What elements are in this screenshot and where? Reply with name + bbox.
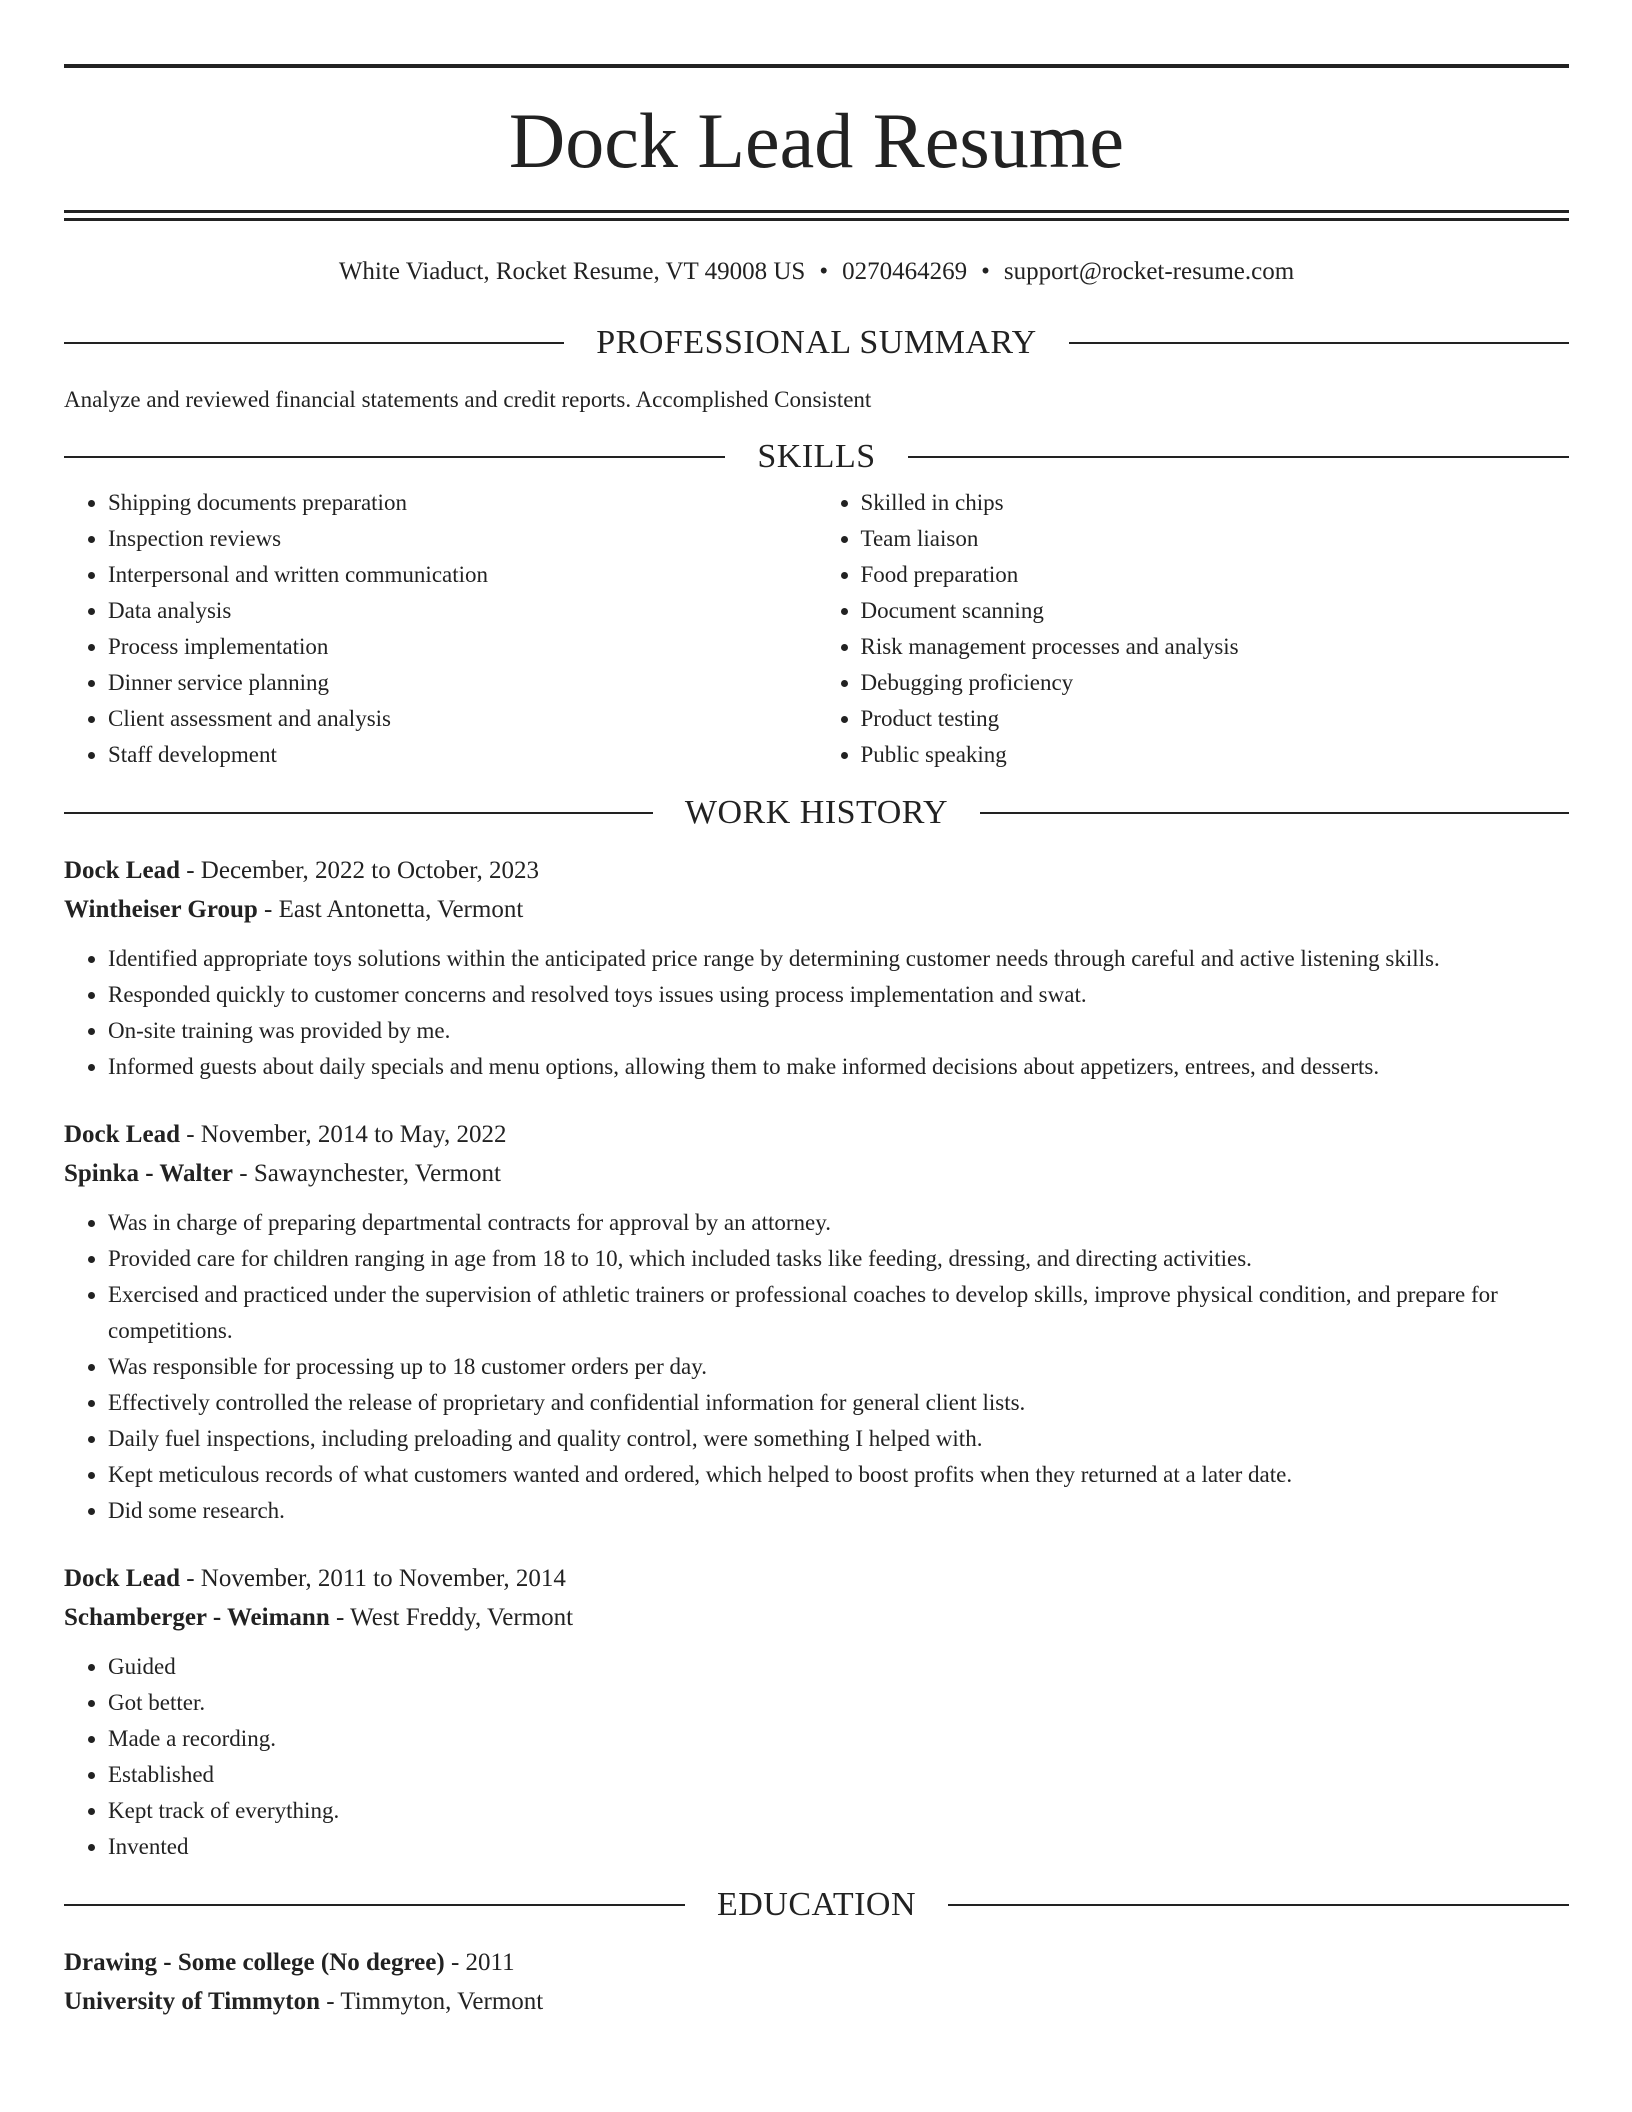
section-heading-skills — [64, 437, 1569, 477]
job-bullet: • Provided care for children ranging in age from 18 to 10, which included tasks like feeding, dressing, and directing activities. — [108, 1241, 1569, 1277]
skill-item: • Food preparation — [861, 557, 1570, 593]
job-title: Dock Lead — [64, 1565, 180, 1592]
resume-page — [64, 64, 1569, 2021]
skill-item: • Team liaison — [861, 521, 1570, 557]
job-bullet: • Made a recording. — [108, 1721, 1569, 1757]
job-bullet: • Was in charge of preparing departmental contracts for approval by an attorney. — [108, 1205, 1569, 1241]
summary-text: Analyze and reviewed financial statements and credit reports. Accomplished Consistent — [64, 387, 872, 412]
education-location: - Timmyton, Vermont — [326, 1988, 544, 2015]
job-bullets — [64, 1649, 1569, 1865]
job-entry — [64, 1115, 1569, 1529]
skill-item: • Client assessment and analysis — [108, 701, 817, 737]
job-bullet: • Identified appropriate toys solutions within the anticipated price range by determining customer needs through careful and active listening skills. — [108, 941, 1569, 977]
education-degree: Drawing - Some college (No degree) — [64, 1949, 445, 1976]
job-location: - East Antonetta, Vermont — [264, 896, 524, 923]
job-company-line — [64, 890, 1569, 929]
job-bullet: • Was responsible for processing up to 18 customer orders per day. — [108, 1349, 1569, 1385]
contact-address: White Viaduct, Rocket Resume, VT 49008 US — [338, 258, 806, 285]
skill-item: • Process implementation — [108, 629, 817, 665]
skills-column-right — [817, 485, 1570, 773]
skill-item: • Inspection reviews — [108, 521, 817, 557]
job-title: Dock Lead — [64, 857, 180, 884]
job-title-line — [64, 1115, 1569, 1154]
job-company: Wintheiser Group — [64, 896, 258, 923]
heading-rule — [1069, 342, 1569, 344]
education-school-line — [64, 1982, 1569, 2021]
job-bullets — [64, 1205, 1569, 1529]
job-bullet: • Exercised and practiced under the supervision of athletic trainers or professional coaches to develop skills, improve physical condition, and prepare for competitions. — [108, 1277, 1569, 1349]
job-bullet: • Responded quickly to customer concerns and resolved toys issues using process implementation and swat. — [108, 977, 1569, 1013]
job-title: Dock Lead — [64, 1121, 180, 1148]
job-location: - West Freddy, Vermont — [336, 1604, 574, 1631]
skills-list — [64, 485, 1569, 773]
job-bullet: • Established — [108, 1757, 1569, 1793]
job-bullet: • Effectively controlled the release of proprietary and confidential information for general client lists. — [108, 1385, 1569, 1421]
heading-rule — [64, 342, 564, 344]
heading-rule — [64, 1904, 685, 1906]
heading-rule — [64, 812, 653, 814]
skill-item: • Product testing — [861, 701, 1570, 737]
heading-rule — [980, 812, 1569, 814]
education-degree-line — [64, 1943, 1569, 1982]
job-bullet: • Kept meticulous records of what customers wanted and ordered, which helped to boost profits when they returned at a later date. — [108, 1457, 1569, 1493]
job-title-line — [64, 1559, 1569, 1598]
title-double-rule — [64, 210, 1569, 221]
job-bullet: • On-site training was provided by me. — [108, 1013, 1569, 1049]
skill-item: • Shipping documents preparation — [108, 485, 817, 521]
job-title-line — [64, 851, 1569, 890]
heading-rule — [64, 456, 725, 458]
skill-item: • Interpersonal and written communication — [108, 557, 817, 593]
skill-item: • Document scanning — [861, 593, 1570, 629]
job-dates: - December, 2022 to October, 2023 — [186, 857, 539, 884]
job-entry — [64, 1559, 1569, 1865]
skill-item: • Debugging proficiency — [861, 665, 1570, 701]
education-year: - 2011 — [450, 1949, 515, 1976]
job-company-line — [64, 1598, 1569, 1637]
contact-email[interactable]: support@rocket-resume.com — [1003, 258, 1295, 285]
contact-phone: 0270464269 — [842, 258, 968, 285]
job-bullet: • Daily fuel inspections, including preloading and quality control, were something I helped with. — [108, 1421, 1569, 1457]
section-heading-work — [64, 793, 1569, 833]
section-title: PROFESSIONAL SUMMARY — [596, 324, 1037, 361]
job-bullet: • Guided — [108, 1649, 1569, 1685]
contact-separator: • — [981, 258, 990, 285]
job-bullet: • Kept track of everything. — [108, 1793, 1569, 1829]
education-school: University of Timmyton — [64, 1988, 321, 2015]
job-company: Spinka - Walter — [64, 1160, 234, 1187]
job-bullets — [64, 941, 1569, 1085]
heading-rule — [948, 1904, 1569, 1906]
contact-line — [64, 257, 1569, 287]
skill-item: • Data analysis — [108, 593, 817, 629]
skill-item: • Skilled in chips — [861, 485, 1570, 521]
education-entry — [64, 1943, 1569, 2021]
resume-title: Dock Lead Resume — [508, 97, 1125, 184]
skill-item: • Public speaking — [861, 737, 1570, 773]
skill-item: • Risk management processes and analysis — [861, 629, 1570, 665]
job-bullet: • Invented — [108, 1829, 1569, 1865]
section-title: EDUCATION — [716, 1886, 917, 1923]
section-heading-education — [64, 1885, 1569, 1925]
section-heading-summary — [64, 323, 1569, 363]
job-bullet: • Got better. — [108, 1685, 1569, 1721]
job-bullet: • Did some research. — [108, 1493, 1569, 1529]
job-bullet: • Informed guests about daily specials and menu options, allowing them to make informed decisions about appetizers, entrees, and desserts. — [108, 1049, 1569, 1085]
job-dates: - November, 2014 to May, 2022 — [186, 1121, 507, 1148]
section-title: WORK HISTORY — [684, 794, 949, 831]
skills-column-left — [64, 485, 817, 773]
top-rule — [64, 64, 1569, 68]
job-entry — [64, 851, 1569, 1085]
job-company-line — [64, 1154, 1569, 1193]
job-location: - Sawaynchester, Vermont — [239, 1160, 501, 1187]
skill-item: • Staff development — [108, 737, 817, 773]
job-company: Schamberger - Weimann — [64, 1604, 330, 1631]
contact-separator: • — [819, 258, 829, 285]
section-title: SKILLS — [757, 438, 876, 475]
skill-item: • Dinner service planning — [108, 665, 817, 701]
job-dates: - November, 2011 to November, 2014 — [186, 1565, 566, 1592]
heading-rule — [908, 456, 1569, 458]
